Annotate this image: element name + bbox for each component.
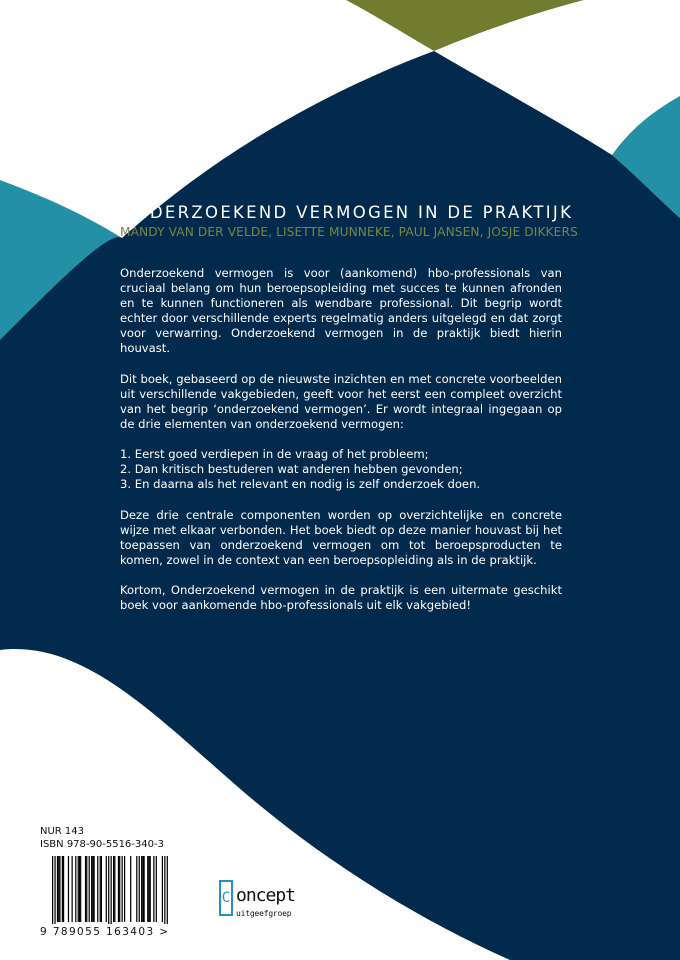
barcode-bar [114,856,115,922]
nur-code: NUR 143 [40,826,85,837]
blurb-paragraph: Dit boek, gebaseerd op de nieuwste inzichten en met concrete voorbeelden uit verschillende vakgebieden, geeft voor het eerst een compleet overzicht van het begrip ‘onderzoekend vermogen’. Er wordt integraal ingegaan op de drie elementen van onderzoekend vermogen: [120,371,562,431]
barcode-bar [119,856,120,922]
barcode-digits: 9 789055 163403 > [40,926,170,938]
barcode-bar [89,856,90,922]
barcode-bar [59,856,60,922]
barcode-bar [162,856,163,922]
barcode-bar [58,856,59,922]
barcode-bar [93,856,94,922]
barcode-bar [124,856,125,922]
barcode-bar [118,856,119,922]
barcode-bar [97,856,98,922]
barcode-bar [130,856,131,922]
barcode-bar [147,856,148,922]
barcode-bar [52,856,53,924]
back-cover-blurb [120,266,562,628]
barcode-bar [78,856,79,922]
barcode-bar [80,856,81,922]
barcode-bar [136,856,137,922]
barcode-bar [86,856,87,922]
blurb-paragraph: Onderzoekend vermogen is voor (aankomend) hbo-professionals van cruciaal belang om hun beroepsopleiding met succes te kunnen afronden en te kunnen functioneren als wendbare professional. Dit begrip wordt echter door verschillende experts regelmatig anders uitgelegd en dat zorgt voor verwarring. Onderzoekend vermogen in de praktijk biedt hierin houvast. [120,266,562,356]
list-item: 3. En daarna als het relevant en nodig is zelf onderzoek doen. [120,477,481,492]
book-authors: MANDY VAN DER VELDE, LISETTE MUNNEKE, PAUL JANSEN, JOSJE DIKKERS [120,225,578,239]
olive-shape-top [346,0,584,51]
barcode-bar [75,856,76,922]
barcode-bar [113,856,114,922]
barcode-bar [164,856,165,924]
barcode-bar [150,856,151,922]
barcode-bar [62,856,63,922]
isbn-code: ISBN 978-90-5516-340-3 [40,839,164,850]
logo-subtitle: uitgeefgroep [236,909,292,918]
barcode-bar [91,856,92,922]
barcode-bar [57,856,58,922]
barcode-bar [106,856,107,922]
barcode-bar [167,856,168,924]
barcode-bar [63,856,64,922]
barcode-bar [111,856,112,924]
elements-list [120,447,562,492]
barcode-bar [85,856,86,922]
barcode-bar [79,856,80,922]
barcode-bar [144,856,145,922]
imprint-block [40,825,164,851]
list-item: 1. Eerst goed verdiepen in de vraag of het probleem; [120,447,429,462]
barcode-bar [54,856,55,924]
blurb-paragraph: Kortom, Onderzoekend vermogen in de praktijk is een uitermate geschikt boek voor aankomende hbo-professionals uit elk vakgebied! [120,582,562,613]
barcode-bar [139,856,140,922]
logo-initial: C [221,890,231,906]
barcode-bar [122,856,123,922]
logo-name: oncept [236,885,296,906]
barcode [52,856,168,924]
barcode-bar [148,856,149,922]
barcode-bar [153,856,154,922]
barcode-bar [68,856,69,922]
book-title: ONDERZOEKEND VERMOGEN IN DE PRAKTIJK [120,203,574,222]
barcode-bar [92,856,93,922]
barcode-bar [101,856,102,922]
barcode-bar [108,856,109,924]
logo-frame-icon [219,880,233,916]
barcode-bar [142,856,143,922]
publisher-logo [219,880,309,924]
barcode-bar [100,856,101,922]
blurb-paragraph: Deze drie centrale componenten worden op overzichtelijke en concrete wijze met elkaar verbonden. Het boek biedt op deze manier houvast bij het toepassen van onderzoekend vermogen om tot beroepsproducten te komen, zowel in de context van een beroepsopleiding als in de praktijk. [120,507,562,567]
barcode-bar [156,856,157,922]
barcode-bar [141,856,142,922]
list-item: 2. Dan kritisch bestuderen wat anderen hebben gevonden; [120,462,463,477]
barcode-bar [72,856,73,922]
